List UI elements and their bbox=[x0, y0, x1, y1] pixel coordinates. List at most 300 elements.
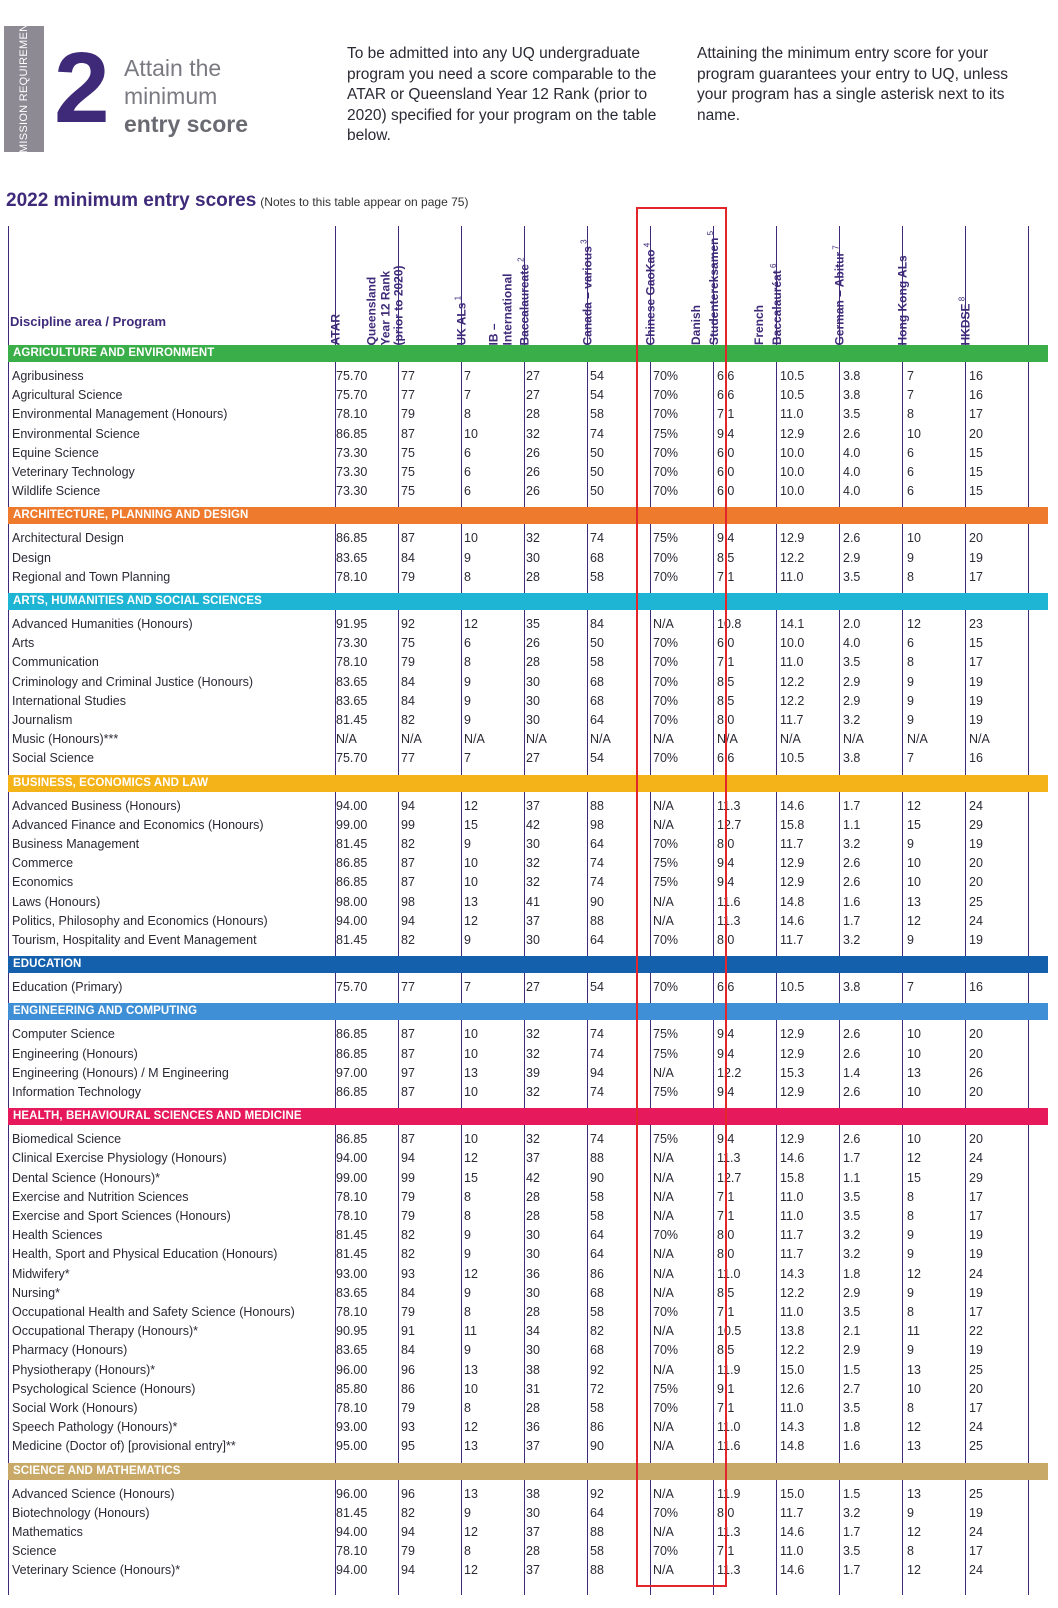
score-cell: 70% bbox=[653, 388, 679, 403]
score-cell: 28 bbox=[526, 569, 540, 584]
score-cell: 9.4 bbox=[717, 1046, 735, 1061]
program-name: International Studies bbox=[12, 693, 126, 708]
score-cell: N/A bbox=[653, 1266, 674, 1281]
score-cell: 93.00 bbox=[336, 1420, 368, 1435]
score-cell: 19 bbox=[969, 713, 983, 727]
score-cell: N/A bbox=[653, 1324, 674, 1339]
score-cell: 15 bbox=[907, 1170, 921, 1185]
score-cell: 20 bbox=[969, 1027, 983, 1042]
score-cell: 96.00 bbox=[336, 1362, 368, 1377]
program-name: Politics, Philosophy and Economics (Honours) bbox=[12, 913, 268, 928]
section-band: HEALTH, BEHAVIOURAL SCIENCES AND MEDICINE bbox=[8, 1108, 1048, 1125]
score-cell: 86 bbox=[590, 1266, 604, 1281]
score-cell: 8 bbox=[907, 655, 914, 670]
score-cell: 8.0 bbox=[717, 713, 735, 727]
score-cell: 20 bbox=[969, 1046, 983, 1061]
score-cell: 88 bbox=[590, 798, 604, 813]
score-cell: 8.0 bbox=[717, 933, 735, 947]
program-name: Exercise and Nutrition Sciences bbox=[12, 1189, 189, 1204]
score-cell: 86 bbox=[401, 1381, 415, 1396]
table-row bbox=[8, 1169, 1048, 1188]
score-cell: 70% bbox=[653, 484, 679, 499]
score-cell: 70% bbox=[653, 569, 679, 584]
score-cell: 3.2 bbox=[843, 933, 861, 947]
step-title-line-1: Attain the bbox=[124, 55, 222, 81]
score-cell: 84 bbox=[401, 1343, 415, 1358]
score-cell: 11.3 bbox=[717, 798, 741, 813]
score-cell: 97 bbox=[401, 1065, 415, 1080]
score-cell: 12.2 bbox=[780, 693, 805, 708]
score-cell: 24 bbox=[969, 913, 983, 928]
score-cell: 32 bbox=[526, 1132, 540, 1147]
score-cell: N/A bbox=[653, 894, 674, 909]
score-cell: 99 bbox=[401, 817, 415, 832]
score-cell: 13 bbox=[464, 1439, 478, 1454]
score-cell: 14.1 bbox=[780, 617, 805, 631]
score-cell: 38 bbox=[526, 1362, 540, 1377]
score-cell: 70% bbox=[653, 713, 679, 727]
score-cell: 2.7 bbox=[843, 1381, 861, 1396]
score-cell: 11.0 bbox=[780, 1401, 804, 1415]
score-cell: 7 bbox=[464, 388, 471, 403]
table-row bbox=[8, 1207, 1048, 1226]
score-cell: N/A bbox=[843, 732, 864, 747]
table-row bbox=[8, 1245, 1048, 1264]
score-cell: 15 bbox=[969, 636, 983, 651]
score-cell: 10.5 bbox=[717, 1324, 742, 1339]
table-row bbox=[8, 1561, 1048, 1580]
discipline-header: Discipline area / Program bbox=[10, 314, 167, 329]
score-cell: 94 bbox=[401, 798, 415, 813]
table-row bbox=[8, 615, 1048, 634]
score-cell: 14.8 bbox=[780, 894, 805, 909]
score-cell: 11.6 bbox=[717, 1439, 741, 1454]
program-name: Midwifery* bbox=[12, 1266, 70, 1281]
score-cell: 26 bbox=[526, 465, 540, 479]
score-cell: 7.1 bbox=[717, 1189, 735, 1204]
score-cell: 98 bbox=[401, 894, 415, 909]
score-cell: 11.0 bbox=[780, 1209, 804, 1223]
score-cell: 64 bbox=[590, 933, 604, 947]
score-cell: 74 bbox=[590, 1085, 604, 1099]
score-cell: 39 bbox=[526, 1065, 540, 1080]
score-cell: 9 bbox=[907, 933, 914, 947]
score-cell: 3.8 bbox=[843, 388, 861, 403]
score-cell: 70% bbox=[653, 550, 679, 565]
column-header-label: IB – International Baccalaureate $^2$ bbox=[486, 256, 532, 345]
score-cell: 87 bbox=[401, 1132, 415, 1147]
score-cell: 17 bbox=[969, 407, 983, 422]
score-cell: 83.65 bbox=[336, 693, 368, 708]
score-cell: 74 bbox=[590, 875, 604, 890]
score-cell: 75% bbox=[653, 531, 679, 546]
table-row bbox=[8, 1399, 1048, 1418]
step-title bbox=[124, 54, 248, 138]
score-cell: 9 bbox=[464, 550, 471, 565]
program-name: Exercise and Sport Sciences (Honours) bbox=[12, 1209, 231, 1223]
score-cell: 26 bbox=[526, 636, 540, 651]
score-cell: 75% bbox=[653, 1132, 679, 1147]
program-name: Information Technology bbox=[12, 1085, 142, 1099]
step-title-line-3: entry score bbox=[124, 111, 249, 137]
score-cell: 30 bbox=[526, 713, 540, 727]
score-cell: 78.10 bbox=[336, 1401, 368, 1415]
score-cell: 79 bbox=[401, 1544, 415, 1559]
score-cell: 6.0 bbox=[717, 484, 735, 499]
score-cell: 28 bbox=[526, 1401, 540, 1415]
score-cell: 12.6 bbox=[780, 1381, 805, 1396]
score-cell: 37 bbox=[526, 798, 540, 813]
score-cell: 10 bbox=[464, 875, 478, 890]
score-cell: 1.5 bbox=[843, 1486, 861, 1501]
score-cell: 17 bbox=[969, 1401, 983, 1415]
section-band: ENGINEERING AND COMPUTING bbox=[8, 1003, 1048, 1020]
program-name: Computer Science bbox=[12, 1027, 115, 1042]
table-title-text: 2022 minimum entry scores bbox=[6, 190, 257, 211]
program-name: Social Science bbox=[12, 751, 94, 766]
score-cell: 75% bbox=[653, 1027, 679, 1042]
score-cell: 12.7 bbox=[717, 817, 742, 832]
score-cell: 90 bbox=[590, 894, 604, 909]
score-cell: 12 bbox=[464, 617, 478, 631]
score-cell: 42 bbox=[526, 817, 540, 832]
score-cell: 10 bbox=[907, 426, 921, 441]
score-cell: N/A bbox=[780, 732, 801, 747]
score-cell: 30 bbox=[526, 837, 540, 851]
score-cell: 75 bbox=[401, 445, 415, 460]
table-row bbox=[8, 1504, 1048, 1523]
score-cell: 79 bbox=[401, 569, 415, 584]
score-cell: 3.2 bbox=[843, 837, 861, 851]
program-name: Social Work (Honours) bbox=[12, 1401, 138, 1415]
score-cell: 6.6 bbox=[717, 751, 735, 766]
score-cell: 82 bbox=[401, 713, 415, 727]
program-name: Journalism bbox=[12, 713, 73, 727]
score-cell: N/A bbox=[464, 732, 485, 747]
score-cell: 4.0 bbox=[843, 484, 861, 499]
score-cell: 79 bbox=[401, 1401, 415, 1415]
program-name: Veterinary Technology bbox=[12, 465, 135, 479]
score-cell: 11.7 bbox=[780, 1505, 804, 1520]
score-cell: 12 bbox=[907, 1151, 921, 1166]
score-cell: N/A bbox=[653, 1247, 674, 1262]
score-cell: 10 bbox=[907, 856, 921, 871]
table-row bbox=[8, 1361, 1048, 1380]
score-cell: 1.8 bbox=[843, 1420, 861, 1435]
score-cell: 14.8 bbox=[780, 1439, 805, 1454]
score-cell: 72 bbox=[590, 1381, 604, 1396]
score-cell: 1.7 bbox=[843, 1563, 861, 1578]
score-cell: 8 bbox=[464, 569, 471, 584]
table-row bbox=[8, 816, 1048, 835]
program-name: Health, Sport and Physical Education (Honours) bbox=[12, 1247, 278, 1262]
score-cell: 15.3 bbox=[780, 1065, 805, 1080]
score-cell: 8.5 bbox=[717, 674, 735, 689]
score-cell: 9.4 bbox=[717, 426, 735, 441]
score-cell: 13 bbox=[907, 1065, 921, 1080]
score-cell: 26 bbox=[526, 484, 540, 499]
score-cell: 1.6 bbox=[843, 894, 861, 909]
program-name: Education (Primary) bbox=[12, 980, 123, 995]
score-cell: 29 bbox=[969, 817, 983, 832]
score-cell: 11.3 bbox=[717, 1151, 741, 1166]
score-cell: 7.1 bbox=[717, 407, 735, 422]
program-name: Architectural Design bbox=[12, 531, 124, 546]
score-cell: 82 bbox=[401, 1505, 415, 1520]
score-cell: 3.2 bbox=[843, 1247, 861, 1262]
score-cell: 70% bbox=[653, 693, 679, 708]
score-cell: 37 bbox=[526, 1151, 540, 1166]
score-cell: 82 bbox=[590, 1324, 604, 1339]
score-cell: 9 bbox=[464, 837, 471, 851]
score-cell: 12 bbox=[907, 1525, 921, 1539]
table-row bbox=[8, 1341, 1048, 1360]
score-cell: 30 bbox=[526, 693, 540, 708]
table-row bbox=[8, 931, 1048, 950]
program-name: Engineering (Honours) bbox=[12, 1046, 138, 1061]
score-cell: 86.85 bbox=[336, 875, 368, 890]
table-row bbox=[8, 1265, 1048, 1284]
score-cell: 95.00 bbox=[336, 1439, 368, 1454]
program-name: Nursing* bbox=[12, 1285, 60, 1300]
score-cell: N/A bbox=[590, 732, 611, 747]
score-cell: 75 bbox=[401, 465, 415, 479]
column-header-label: UK ALs $^1$ bbox=[453, 295, 469, 345]
score-cell: 9 bbox=[907, 1285, 914, 1300]
score-cell: 10 bbox=[464, 531, 478, 546]
score-cell: 58 bbox=[590, 1544, 604, 1559]
score-cell: 37 bbox=[526, 1439, 540, 1454]
score-cell: 87 bbox=[401, 856, 415, 871]
score-cell: 8.0 bbox=[717, 1247, 735, 1262]
table-row bbox=[8, 893, 1048, 912]
score-cell: 9.4 bbox=[717, 1085, 735, 1099]
score-cell: 70% bbox=[653, 655, 679, 670]
score-cell: N/A bbox=[653, 732, 674, 747]
table-row bbox=[8, 797, 1048, 816]
score-cell: 12 bbox=[907, 1266, 921, 1281]
score-cell: 74 bbox=[590, 531, 604, 546]
score-cell: 7.1 bbox=[717, 1305, 735, 1319]
score-cell: 14.3 bbox=[780, 1266, 805, 1281]
score-cell: 99 bbox=[401, 1170, 415, 1185]
score-cell: 17 bbox=[969, 1189, 983, 1204]
score-cell: 28 bbox=[526, 407, 540, 422]
score-cell: 70% bbox=[653, 837, 679, 851]
score-cell: 12 bbox=[907, 1563, 921, 1578]
score-cell: 12.9 bbox=[780, 531, 805, 546]
table-row bbox=[8, 873, 1048, 892]
score-cell: 19 bbox=[969, 1343, 983, 1358]
score-cell: 3.5 bbox=[843, 1189, 861, 1204]
score-cell: 30 bbox=[526, 1285, 540, 1300]
score-cell: 30 bbox=[526, 1247, 540, 1262]
table-row bbox=[8, 482, 1048, 501]
program-name: Regional and Town Planning bbox=[12, 569, 171, 584]
table-row bbox=[8, 1303, 1048, 1322]
score-cell: 2.9 bbox=[843, 674, 861, 689]
score-cell: 68 bbox=[590, 550, 604, 565]
score-cell: 12.7 bbox=[717, 1170, 742, 1185]
table-row bbox=[8, 1130, 1048, 1149]
score-cell: 12.2 bbox=[780, 1343, 805, 1358]
score-cell: 30 bbox=[526, 933, 540, 947]
score-cell: 12 bbox=[907, 798, 921, 813]
score-cell: 9 bbox=[464, 713, 471, 727]
score-cell: 2.6 bbox=[843, 1027, 861, 1042]
score-cell: 70% bbox=[653, 1401, 679, 1415]
program-name: Agribusiness bbox=[12, 369, 84, 383]
score-cell: 12 bbox=[907, 617, 921, 631]
score-cell: 68 bbox=[590, 674, 604, 689]
score-cell: 9 bbox=[907, 1505, 914, 1520]
score-cell: 3.5 bbox=[843, 1305, 861, 1319]
score-cell: 9.4 bbox=[717, 1027, 735, 1042]
score-cell: 1.7 bbox=[843, 1151, 861, 1166]
score-cell: 90 bbox=[590, 1170, 604, 1185]
score-cell: 87 bbox=[401, 875, 415, 890]
score-cell: 88 bbox=[590, 1151, 604, 1166]
score-cell: 3.2 bbox=[843, 1228, 861, 1243]
score-cell: 15.0 bbox=[780, 1486, 805, 1501]
program-name: Occupational Therapy (Honours)* bbox=[12, 1324, 198, 1339]
score-cell: 64 bbox=[590, 837, 604, 851]
score-cell: 3.5 bbox=[843, 1209, 861, 1223]
score-cell: 87 bbox=[401, 531, 415, 546]
score-cell: 3.5 bbox=[843, 655, 861, 670]
score-cell: 91 bbox=[401, 1324, 415, 1339]
score-cell: 28 bbox=[526, 655, 540, 670]
score-cell: 20 bbox=[969, 426, 983, 441]
score-cell: 90.95 bbox=[336, 1324, 368, 1339]
table-row bbox=[8, 1437, 1048, 1456]
score-cell: 70% bbox=[653, 1505, 679, 1520]
score-cell: 88 bbox=[590, 913, 604, 928]
score-cell: 58 bbox=[590, 1305, 604, 1319]
score-cell: 34 bbox=[526, 1324, 540, 1339]
column-header-label: Chinese GaoKao $^4$ bbox=[642, 242, 658, 345]
table-row bbox=[8, 1284, 1048, 1303]
score-cell: 3.2 bbox=[843, 713, 861, 727]
program-name: Science bbox=[12, 1544, 57, 1559]
score-cell: 12 bbox=[464, 1563, 478, 1578]
score-cell: 30 bbox=[526, 1343, 540, 1358]
score-cell: 37 bbox=[526, 913, 540, 928]
score-cell: 6.0 bbox=[717, 465, 735, 479]
score-cell: 9 bbox=[907, 1247, 914, 1262]
score-cell: 12.2 bbox=[717, 1065, 742, 1080]
score-cell: 20 bbox=[969, 1132, 983, 1147]
score-cell: 10 bbox=[464, 1381, 478, 1396]
score-cell: 84 bbox=[590, 617, 604, 631]
score-cell: 8 bbox=[464, 1209, 471, 1223]
score-cell: 28 bbox=[526, 1209, 540, 1223]
score-cell: 81.45 bbox=[336, 1247, 368, 1262]
score-cell: 12.9 bbox=[780, 856, 805, 871]
score-cell: 70% bbox=[653, 933, 679, 947]
score-cell: 12.9 bbox=[780, 875, 805, 890]
score-cell: 6.6 bbox=[717, 388, 735, 403]
table-row bbox=[8, 854, 1048, 873]
score-cell: 1.8 bbox=[843, 1266, 861, 1281]
score-cell: 12 bbox=[907, 1420, 921, 1435]
score-cell: 22 bbox=[969, 1324, 983, 1339]
score-cell: N/A bbox=[653, 1065, 674, 1080]
program-name: Equine Science bbox=[12, 445, 99, 460]
score-cell: 12 bbox=[907, 913, 921, 928]
table-row bbox=[8, 634, 1048, 653]
score-cell: 58 bbox=[590, 655, 604, 670]
score-cell: 7.1 bbox=[717, 569, 735, 584]
score-cell: 9.4 bbox=[717, 1132, 735, 1147]
score-cell: 50 bbox=[590, 445, 604, 460]
program-name: Agricultural Science bbox=[12, 388, 123, 403]
score-cell: 11.0 bbox=[780, 655, 804, 670]
score-cell: 19 bbox=[969, 1228, 983, 1243]
score-cell: 12.2 bbox=[780, 550, 805, 565]
score-cell: 58 bbox=[590, 1189, 604, 1204]
score-cell: 1.1 bbox=[843, 1170, 861, 1185]
score-cell: 64 bbox=[590, 1247, 604, 1262]
score-cell: 7.1 bbox=[717, 1544, 735, 1559]
score-cell: 9 bbox=[464, 1505, 471, 1520]
score-cell: 15.0 bbox=[780, 1362, 805, 1377]
score-cell: 78.10 bbox=[336, 1305, 368, 1319]
score-cell: 94.00 bbox=[336, 1563, 368, 1578]
score-cell: 83.65 bbox=[336, 674, 368, 689]
score-cell: 19 bbox=[969, 837, 983, 851]
score-cell: 37 bbox=[526, 1525, 540, 1539]
score-cell: 86.85 bbox=[336, 856, 368, 871]
score-cell: 12.9 bbox=[780, 426, 805, 441]
score-cell: 13 bbox=[907, 1362, 921, 1377]
score-cell: 8.5 bbox=[717, 1343, 735, 1358]
score-cell: 2.6 bbox=[843, 856, 861, 871]
score-cell: 99.00 bbox=[336, 817, 368, 832]
score-cell: 54 bbox=[590, 980, 604, 995]
score-cell: 87 bbox=[401, 1046, 415, 1061]
score-cell: 99.00 bbox=[336, 1170, 368, 1185]
score-cell: 87 bbox=[401, 426, 415, 441]
score-cell: 75 bbox=[401, 636, 415, 651]
score-cell: 50 bbox=[590, 484, 604, 499]
score-cell: 1.7 bbox=[843, 913, 861, 928]
score-cell: 1.4 bbox=[843, 1065, 861, 1080]
score-cell: 68 bbox=[590, 1285, 604, 1300]
score-cell: 64 bbox=[590, 1228, 604, 1243]
score-cell: 30 bbox=[526, 674, 540, 689]
score-cell: 1.7 bbox=[843, 1525, 861, 1539]
table-row bbox=[8, 1188, 1048, 1207]
section-band: SCIENCE AND MATHEMATICS bbox=[8, 1463, 1048, 1480]
table-row bbox=[8, 912, 1048, 931]
score-cell: 6.0 bbox=[717, 445, 735, 460]
score-cell: 32 bbox=[526, 1085, 540, 1099]
score-cell: 98 bbox=[590, 817, 604, 832]
score-cell: 20 bbox=[969, 1085, 983, 1099]
score-cell: N/A bbox=[717, 732, 738, 747]
score-cell: 12.2 bbox=[780, 1285, 805, 1300]
score-cell: 95 bbox=[401, 1439, 415, 1454]
score-cell: 2.9 bbox=[843, 1343, 861, 1358]
score-cell: 83.65 bbox=[336, 1285, 368, 1300]
score-cell: 11.0 bbox=[717, 1420, 741, 1435]
score-cell: 24 bbox=[969, 1525, 983, 1539]
score-cell: 90 bbox=[590, 1439, 604, 1454]
score-cell: 26 bbox=[526, 445, 540, 460]
section-band: ARCHITECTURE, PLANNING AND DESIGN bbox=[8, 507, 1048, 524]
score-cell: 70% bbox=[653, 751, 679, 766]
